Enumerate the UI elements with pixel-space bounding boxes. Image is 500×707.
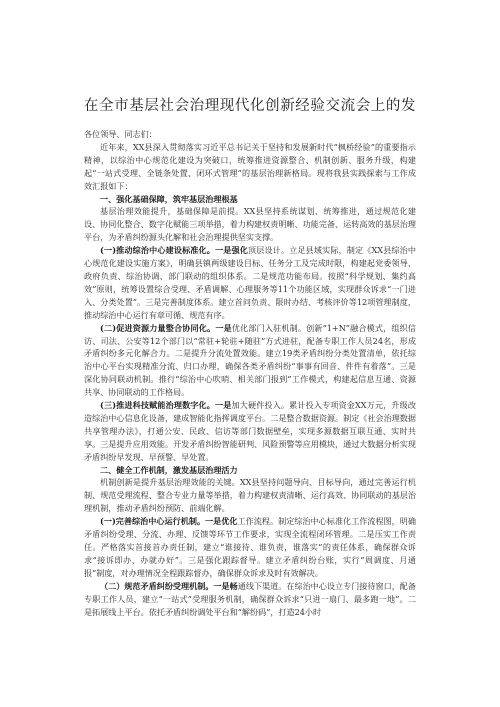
section-heading: 一、强化基础保障，筑牢基层治理根基 — [100, 193, 238, 204]
paragraph-lead: (一)完善综治中心运行机制。一是优化 — [100, 516, 238, 527]
paragraph — [84, 205, 416, 244]
paragraph-lead: (一)推动综治中心建设标准化。一是强化 — [100, 245, 248, 256]
paragraph — [84, 515, 416, 580]
salutation: 各位领导、同志们： — [84, 129, 157, 139]
paragraph — [84, 580, 416, 619]
document-title: 在全市基层社会治理现代化创新经验交流会上的发 — [83, 98, 417, 114]
paragraph-text: 顶层设计。立足县域实际，制定《XX县综治中心规范化建设实施方案》，明确县镇两级建设目标、任务分工及完成时限，构建起党委领导、政府负责、综治协调、部门联动的组织体系。二是规范功能布局。按照“科学规划、集约高效”原则，统筹设置综合受理、矛盾调解、心理服务等11个功能区域，实现群众诉求“一门进入、分类处置”。三是完善制度体系。建立首问负责、限时办结、考核评价等12项管理制度，推动综治中心运行有章可循、规范有序。 — [84, 245, 416, 320]
paragraph-text: 加大硬件投入。累计投入专项资金XX万元，升级改造综治中心信息化设备，建成智能化指挥调度平台。二是整合数据资源。制定《社会治理数据共享管理办法》，打通公安、民政、信访等部门数据壁垒，实现多源数据互联互通、实时共享。三是提升应用效能。开发矛盾纠纷智能研判、风险预警等应用模块，通过大数据分析实现矛盾纠纷早发现、早预警、早处置。 — [84, 400, 416, 462]
paragraph-text: 工作流程。制定综治中心标准化工作流程图，明确矛盾纠纷受理、分流、办理、反馈等环节工作要求，实现全流程闭环管理。二是压实工作责任。严格落实首接首办责任制，建立“谁接待、谁负责，谁落实”的责任体系，确保群众诉求“接诉即办、办就办好”。三是强化跟踪督导。建立矛盾纠纷台账，实行“周调度、月通报”制度，对办理情况全程跟踪督办，确保群众诉求及时有效解决。 — [84, 516, 416, 578]
paragraph-lead: (三)推进科技赋能治理数字化。一是 — [100, 400, 232, 411]
section-2 — [84, 464, 416, 619]
paragraph — [84, 399, 416, 464]
paragraph-lead: （二）规范矛盾纠纷受理机制。一是畅 — [100, 580, 238, 591]
paragraph — [84, 244, 416, 321]
document-body — [84, 128, 416, 618]
paragraph-lead: (二)促进资源力量整合协同化。一是 — [100, 322, 232, 333]
paragraph-text: 机制创新是提升基层治理效能的关键。XX县坚持问题导向、目标导向，通过完善运行机制、规范受理流程、整合专业力量等举措，着力构建权责清晰、运行高效、协同联动的基层治理机制，推动矛盾纠纷预防、前端化解。 — [84, 477, 416, 514]
paragraph — [84, 476, 416, 515]
intro-paragraph: 近年来，XX县深入贯彻落实习近平总书记关于坚持和发展新时代“枫桥经验”的重要指示精神，以综治中心规范化建设为突破口，统筹推进资源整合、机制创新、服务升级，构建起“一站式受理、全链条处置、闭环式管理”的基层治理新格局。现将我县实践探索与工作成效汇报如下： — [84, 141, 416, 191]
paragraph-text: 优化部门入驻机制。创新“1+N”融合模式，组织信访、司法、公安等12个部门以“常驻+轮驻+随驻”方式进驻，配备专职工作人员24名，形成矛盾纠纷多元化解合力。二是提升分流处置效能。建立19类矛盾纠纷分类处置清单，依托综治中心平台实现精准分流、归口办理，确保各类矛盾纠纷“事事有回音、件件有着落”。三是深化协同联动机制。推行“综治中心吹哨、相关部门报到”工作模式，构建起信息互通、资源共享、协同联动的工作格局。 — [84, 322, 416, 398]
paragraph — [84, 322, 416, 399]
paragraph-text: 基层治理效能提升，基础保障是前提。XX县坚持系统谋划、统筹推进，通过规范化建设、协同化整合、数字化赋能三项举措，着力构建权责明晰、功能完备、运转高效的基层治理平台，为矛盾纠纷源头化解和社会治理提供坚实支撑。 — [84, 206, 416, 243]
paragraph-text: 通线下渠道。在综治中心设立专门接待窗口，配备专职工作人员，建立“一站式”受理服务机制，确保群众诉求“只进一扇门、最多跑一地”。二是拓展线上平台。依托矛盾纠纷调处平台和“解纷码”，打造24小时 — [84, 580, 416, 617]
section-heading: 二、健全工作机制，激发基层治理活力 — [100, 464, 238, 475]
section-1 — [84, 193, 416, 464]
